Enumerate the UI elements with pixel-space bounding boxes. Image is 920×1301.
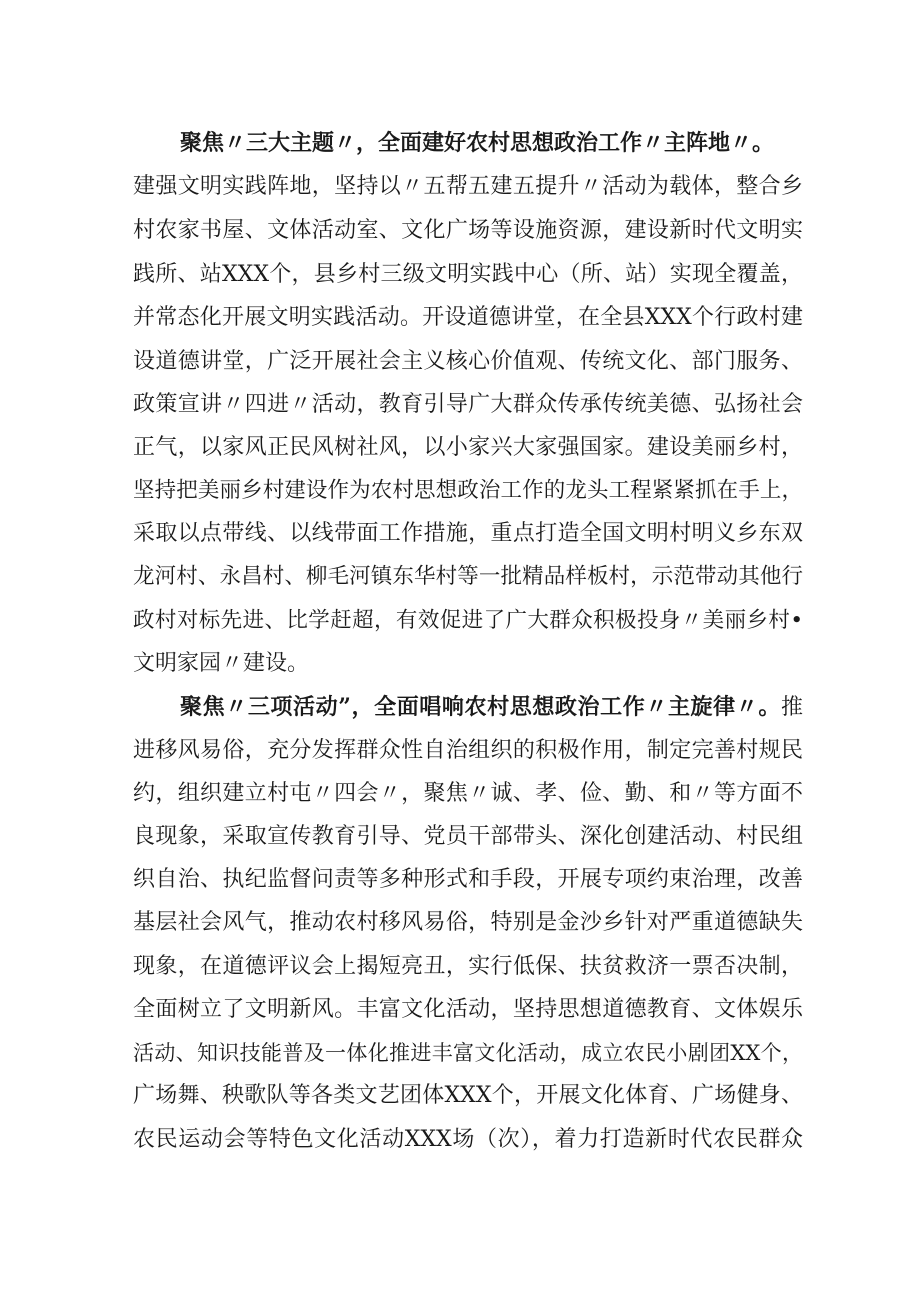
paragraph-1-heading [180, 123, 803, 163]
paragraph-2-line: 织自治、执纪监督问责等多种形式和手段，开展专项约束治理，改善 [133, 867, 803, 892]
paragraph-2-line: 良现象，采取宣传教育引导、党员干部带头、深化创建活动、村民组 [133, 824, 803, 849]
paragraph-2-line: 基层社会风气，推动农村移风易俗，特别是金沙乡针对严重道德缺失 [133, 910, 803, 935]
paragraph-2-heading-text: 聚焦〃三项活动”，全面唱响农村思想政治工作〃主旋律〃。 [180, 694, 781, 720]
paragraph-1-line: 龙河村、永昌村、柳毛河镇东华村等一批精品样板村，示范带动其他行 [133, 564, 803, 589]
paragraph-1-line: 建强文明实践阵地，坚持以〃五帮五建五提升〃活动为载体，整合乡 [133, 174, 803, 199]
paragraph-1-line: 文明家园〃建设。 [133, 651, 310, 676]
paragraph-1-line: 并常态化开展文明实践活动。开设道德讲堂，在全县XXX个行政村建 [133, 305, 803, 330]
paragraph-1-heading-text: 聚焦〃三大主题〃，全面建好农村思想政治工作〃主阵地〃。 [180, 130, 775, 156]
paragraph-1-line: 政村对标先进、比学赶超，有效促进了广大群众积极投身〃美丽乡村• [133, 608, 803, 633]
paragraph-1-line: 采取以点带线、以线带面工作措施，重点打造全国文明村明义乡东双 [133, 521, 803, 546]
paragraph-2-heading [180, 687, 803, 727]
paragraph-1-line: 践所、站XXX个，县乡村三级文明实践中心（所、站）实现全覆盖， [133, 262, 803, 287]
paragraph-2-line: 现象，在道德评议会上揭短亮丑，实行低保、扶贫救济一票否决制， [133, 954, 803, 979]
paragraph-2-line: 全面树立了文明新风。丰富文化活动，坚持思想道德教育、文体娱乐 [133, 997, 803, 1022]
paragraph-2-line: 约，组织建立村屯〃四会〃，聚焦〃诚、孝、俭、勤、和〃等方面不 [133, 781, 803, 806]
paragraph-1-line: 设道德讲堂，广泛开展社会主义核心价值观、传统文化、部门服务、 [133, 349, 803, 374]
paragraph-1-line: 村农家书屋、文体活动室、文化广场等设施资源，建设新时代文明实 [133, 218, 803, 243]
paragraph-1-line: 坚持把美丽乡村建设作为农村思想政治工作的龙头工程紧紧抓在手上， [133, 478, 803, 503]
paragraph-2-line: 进移风易俗，充分发挥群众性自治组织的积极作用，制定完善村规民 [133, 738, 803, 763]
paragraph-1-line: 政策宣讲〃四进〃活动，教育引导广大群众传承传统美德、弘扬社会 [133, 392, 803, 417]
paragraph-2-line: 活动、知识技能普及一体化推进丰富文化活动，成立农民小剧团XX个， [133, 1041, 803, 1065]
paragraph-2-line: 广场舞、秧歌队等各类文艺团体XXX个，开展文化体育、广场健身、 [133, 1083, 803, 1108]
paragraph-2-heading-tail: 推 [780, 695, 803, 720]
paragraph-2-line: 农民运动会等特色文化活动XXX场（次），着力打造新时代农民群众 [133, 1127, 803, 1152]
paragraph-1-line: 正气，以家风正民风树社风，以小家兴大家强国家。建设美丽乡村， [133, 435, 803, 460]
